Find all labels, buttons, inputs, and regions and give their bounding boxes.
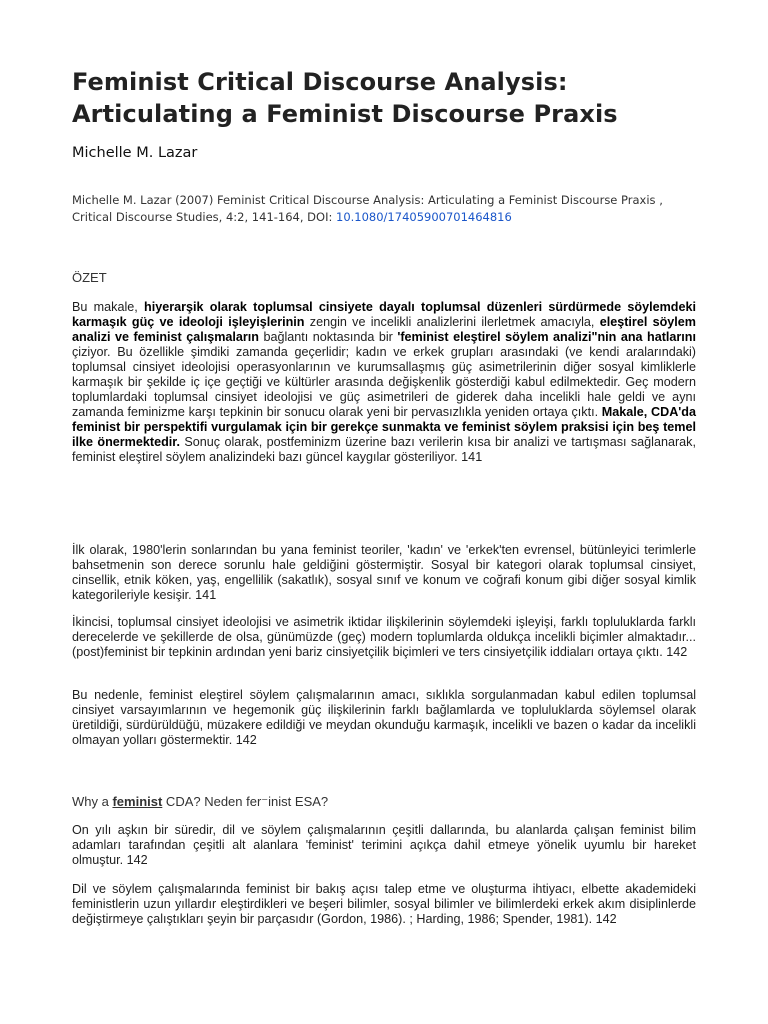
- citation-text: Michelle M. Lazar (2007) Feminist Critical Discourse Analysis: Articulating a Feminist Discourse Praxis , Critical Discourse Studies, 4:2, 141-164, DOI:: [72, 193, 663, 224]
- summary-bold-2: eleştirel söylem analizi ve feminist çalışmaların: [72, 315, 697, 344]
- summary-text-2: zengin ve incelikli analizlerini ilerletmek amacıyla,: [304, 315, 600, 329]
- summary-bold-4: Makale, CDA'da feminist bir perspektifi vurgulamak için bir gerekçe sunmakta ve feminist söylem praksisi için beş temel ilke önermektedir.: [72, 405, 696, 449]
- section-heading-a: Why a: [72, 794, 113, 809]
- summary-heading: ÖZET: [72, 270, 107, 285]
- summary-text-4: çiziyor. Bu özellikle şimdiki zamanda geçerlidir; kadın ve erkek grupları arasındaki (ve kendi aralarındaki) toplumsal cinsiyet ideolojisi operasyonlarının ve kurumsallaşmış güç asimetrilerinin diğer sosyal kimliklerle karmaşık bir şekilde iç içe geçtiği ve kültürler arasında değişkenlik gösterdiği kabul edilmektedir. Geç modern toplumlardaki toplumsal cinsiyet ideolojisi ve güç asimetrileri de giderek daha incelikli hale geldi ve aynı zamanda feminizme karşı tepkinin bir sonucu olarak yeni bir pervasızlıkla yeniden ortaya çıktı.: [72, 345, 696, 419]
- summary-text-1: Bu makale,: [72, 300, 145, 314]
- citation: [72, 192, 702, 226]
- summary-text-3: bağlantı noktasında bir: [259, 330, 398, 344]
- body-paragraph-5: Dil ve söylem çalışmalarında feminist bir bakış açısı talep etme ve oluşturma ihtiyacı, elbette akademideki feministlerin uzun yıllardır eleştirdikleri ve beşeri bilimler, sosyal bilimler ve bilimlerdeki erkek akım disiplinlerde değiştirmeye çalıştıkları şeyin bir parçasıdır (Gordon, 1986). ; Harding, 1986; Spender, 1981). 142: [72, 882, 696, 926]
- body-paragraph-3: Bu nedenle, feminist eleştirel söylem çalışmalarının amacı, sıklıkla sorgulanmadan kabul edilen toplumsal cinsiyet varsayımlarının ve hegemonik güç ilişkilerinin farklı bağlamlarda ve topluluklarda söylemsel olarak üretildiği, sürdürüldüğü, müzakere edildiği ve meydan okunduğu karmaşık, incelikli ve bazen o kadar da incelikli olmayan yolları göstermektir. 142: [72, 688, 696, 747]
- body-paragraph-4: On yılı aşkın bir süredir, dil ve söylem çalışmalarının çeşitli dallarında, bu alanlarda çalışan feminist bilim adamları tarafından çeşitli alt alanlara 'feminist' terimini açıkça dahil etmeye yönelik uyumlu bir hareket olmuştur. 142: [72, 823, 696, 867]
- section-heading-underlined: feminist: [112, 794, 163, 809]
- body-paragraph-2: İkincisi, toplumsal cinsiyet ideolojisi ve asimetrik iktidar ilişkilerinin söylemdeki işleyişi, farklı topluluklarda farklı derecelerde ve şekillerde de olsa, günümüzde (geç) modern toplumlarda oldukça incelikli biçimler almaktadır... (post)feminist bir tepkinin ardından yeni bariz cinsiyetçilik biçimleri ve ters cinsiyetçilik iddiaları ortaya çıktı. 142: [72, 615, 696, 659]
- section-heading-b: CDA? Neden fer⁻inist ESA?: [162, 794, 329, 809]
- section-heading: [72, 794, 328, 810]
- author-name: Michelle M. Lazar: [72, 145, 198, 161]
- body-paragraph-1: İlk olarak, 1980'lerin sonlarından bu yana feminist teoriler, 'kadın' ve 'erkek'ten evrensel, bütünleyici terimlerle bahsetmenin son derece sorunlu hale geldiğini göstermiştir. Sosyal bir kategori olarak toplumsal cinsiyet, cinsellik, etnik köken, yaş, engellilik (sakatlık), sosyal sınıf ve konum ve coğrafi konum gibi diğer sosyal kimlik kategorileriyle kesişir. 141: [72, 543, 696, 602]
- summary-bold-1: hiyerarşik olarak toplumsal cinsiyete dayalı toplumsal düzenleri sürdürmede söylemdeki karmaşık güç ve ideoloji işleyişlerinin: [72, 300, 696, 329]
- summary-bold-3: 'feminist eleştirel söylem analizi"nin ana hatlarını: [397, 330, 696, 344]
- summary-paragraph: [72, 300, 696, 465]
- doi-link[interactable]: 10.1080/17405900701464816: [336, 210, 512, 224]
- document-title: Feminist Critical Discourse Analysis: Articulating a Feminist Discourse Praxis: [72, 68, 618, 128]
- summary-text-5: Sonuç olarak, postfeminizm üzerine bazı verilerin kısa bir analizi ve tartışması sağlanarak, feminist eleştirel söylem analizindeki bazı güncel kaygılar gösteriliyor. 141: [72, 435, 696, 464]
